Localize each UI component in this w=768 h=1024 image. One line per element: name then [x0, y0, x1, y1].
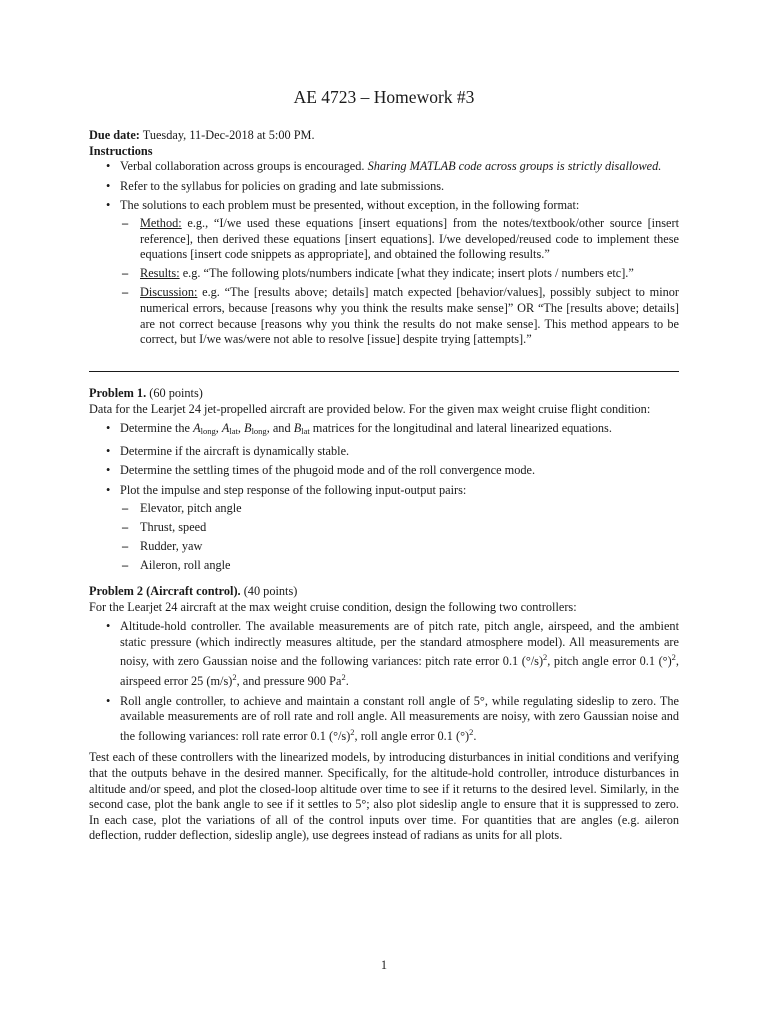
- matrices-text-pre: Determine the: [120, 421, 190, 436]
- problem-1-heading: Problem 1.: [89, 386, 147, 400]
- list-item: [106, 159, 679, 175]
- problem-2-section: [89, 584, 679, 844]
- problem-1-list: [89, 421, 679, 573]
- due-date-label: Due date:: [89, 128, 140, 142]
- matrices-text-post: matrices for the longitudinal and lateral linearized equations.: [312, 421, 612, 436]
- due-date-line: [89, 128, 679, 144]
- problem-1-section: [89, 386, 679, 577]
- bullet-icon: •: [106, 463, 111, 478]
- bullet-icon: •: [106, 482, 111, 497]
- list-item: [122, 557, 679, 574]
- io-pair: Aileron, roll angle: [140, 557, 231, 572]
- discussion-text: e.g. “The [results above; details] match expected [behavior/values], possibly subject to minor numerical errors, because [reasons why you think the results make sense]” OR “The [results above; details] are not correct because [reasons why you think the results do not make sense]. This method appears to be correct, but I/we was/were not able to resolve [issue] despite trying [attempts].”: [140, 285, 679, 347]
- dash-icon: –: [122, 500, 129, 515]
- page-title: AE 4723 – Homework #3: [293, 87, 475, 107]
- dash-icon: –: [122, 266, 129, 281]
- problem-2-list: [89, 619, 679, 744]
- instructions-heading: Instructions: [89, 143, 153, 158]
- list-item: [122, 266, 679, 282]
- discussion-label: Discussion:: [140, 285, 198, 300]
- closing-paragraph: Test each of these controllers with the linearized models, by introducing disturbances in initial conditions and verifying that the outputs behave in the desired manner. Specifically, for the altitude-hold controller, introduce disturbances in altitude and/or speed, and plot the closed-loop altitude over time to see if it returns to the desired level. Similarly, in the second case, plot the bank angle to see if it settles to 5°; also plot sideslip angle to ensure that it is suppressed to zero. In each case, plot the variations of all of the control inputs over time. For quantities that are angles (e.g. aileron deflection, rudder deflection, sideslip angle), use degrees instead of radians as units for all plots.: [89, 750, 679, 843]
- altitude-hold-text: Altitude-hold controller. The available measurements are of pitch rate, pitch angle, airspeed, and the ambient static pressure (which indirectly measures altitude, per the standard atmosphere model). All measurements are noisy, with zero Gaussian noise and the following variances: pitch rate error 0.1 $(^\circ/s)^2$, pitch angle error 0.1 (°)$^2$, airspeed error 25 $(m/s)^2$, and pressure 900 Pa$^2$.: [120, 619, 679, 688]
- list-item: [106, 463, 679, 479]
- list-item: [122, 519, 679, 536]
- bullet-icon: •: [106, 693, 111, 708]
- b-long-symbol: $B_{long}$: [244, 421, 267, 437]
- bullet-icon: •: [106, 198, 111, 213]
- list-item: [106, 619, 679, 689]
- b-lat-symbol: $B_{lat}$: [293, 421, 310, 437]
- bullet-icon: •: [106, 443, 111, 458]
- problem-2-points: (40 points): [243, 584, 298, 598]
- settling-text: Determine the settling times of the phugoid mode and of the roll convergence mode.: [120, 463, 536, 478]
- list-item: [106, 482, 679, 573]
- a-lat-symbol: $A_{lat}$: [221, 421, 238, 437]
- bullet-icon: •: [106, 178, 111, 193]
- instructions-list: [89, 159, 679, 348]
- roll-angle-text: Roll angle controller, to achieve and maintain a constant roll angle of 5°, while regulating sideslip to zero. The available measurements are of roll rate and roll angle. All measurements are noisy, with zero Gaussian noise and the following variances: roll rate error 0.1 $(^\circ/s)^2$, roll angle error 0.1 (°)$^2$.: [120, 693, 679, 743]
- io-pairs-list: [120, 501, 679, 574]
- problem-1-intro: Data for the Learjet 24 jet-propelled aircraft are provided below. For the given max weight cruise flight condition:: [89, 401, 651, 416]
- list-item: [106, 443, 679, 460]
- problem-2-heading: Problem 2 (Aircraft control).: [89, 584, 241, 598]
- method-text: e.g., “I/we used these equations [insert equations] from the notes/textbook/other source [insert reference], then derived these equations [insert equations]. I/we developed/reused code to implement these equations [insert code snippets as appropriate], and obtained the following results.”: [140, 215, 679, 262]
- problem-1-heading-line: [89, 386, 679, 402]
- io-pair: Rudder, yaw: [140, 538, 203, 553]
- method-label: Method:: [140, 215, 182, 230]
- problem-2-heading-line: [89, 584, 679, 600]
- dash-icon: –: [122, 285, 129, 300]
- problem-1-points: (60 points): [149, 386, 203, 400]
- collab-text: Verbal collaboration across groups is encouraged.: [120, 159, 365, 174]
- io-pair: Elevator, pitch angle: [140, 500, 242, 515]
- list-item: [122, 215, 679, 263]
- stability-text: Determine if the aircraft is dynamically stable.: [120, 443, 350, 458]
- list-item: [122, 500, 679, 517]
- collab-emphasis: Sharing MATLAB code across groups is strictly disallowed.: [367, 159, 662, 174]
- format-sublist: [120, 216, 679, 348]
- dash-icon: –: [122, 538, 129, 553]
- list-item: [122, 538, 679, 555]
- results-label: Results:: [140, 266, 180, 281]
- problem-2-intro: For the Learjet 24 aircraft at the max weight cruise condition, design the following two controllers:: [89, 599, 577, 614]
- syllabus-text: Refer to the syllabus for policies on grading and late submissions.: [120, 178, 445, 193]
- section-divider: [89, 371, 679, 372]
- matrices-and: and: [272, 421, 291, 436]
- dash-icon: –: [122, 519, 129, 534]
- io-pair: Thrust, speed: [140, 519, 207, 534]
- a-long-symbol: $A_{long}$: [193, 421, 216, 437]
- list-item: [106, 198, 679, 347]
- dash-icon: –: [122, 557, 129, 572]
- dash-icon: –: [122, 215, 129, 230]
- format-text: The solutions to each problem must be presented, without exception, in the following format:: [120, 198, 580, 213]
- instructions-section: [89, 128, 679, 352]
- list-item: [106, 693, 679, 745]
- bullet-icon: •: [106, 159, 111, 174]
- results-text: e.g. “The following plots/numbers indicate [what they indicate; insert plots / numbers etc].”: [182, 266, 634, 281]
- list-item: [122, 285, 679, 347]
- bullet-icon: •: [106, 619, 111, 634]
- list-item: [106, 178, 679, 195]
- bullet-icon: •: [106, 421, 111, 436]
- list-item: • Determine the $A_{long}$, $A_{lat}$, $B_{long}$, and $B_{lat}$ matrices for the longitudinal and lateral linearized equations.: [106, 421, 612, 437]
- plot-text: Plot the impulse and step response of the following input-output pairs:: [120, 482, 467, 497]
- due-date-value: Tuesday, 11-Dec-2018 at 5:00 PM.: [142, 128, 315, 142]
- page-number: 1: [380, 958, 388, 972]
